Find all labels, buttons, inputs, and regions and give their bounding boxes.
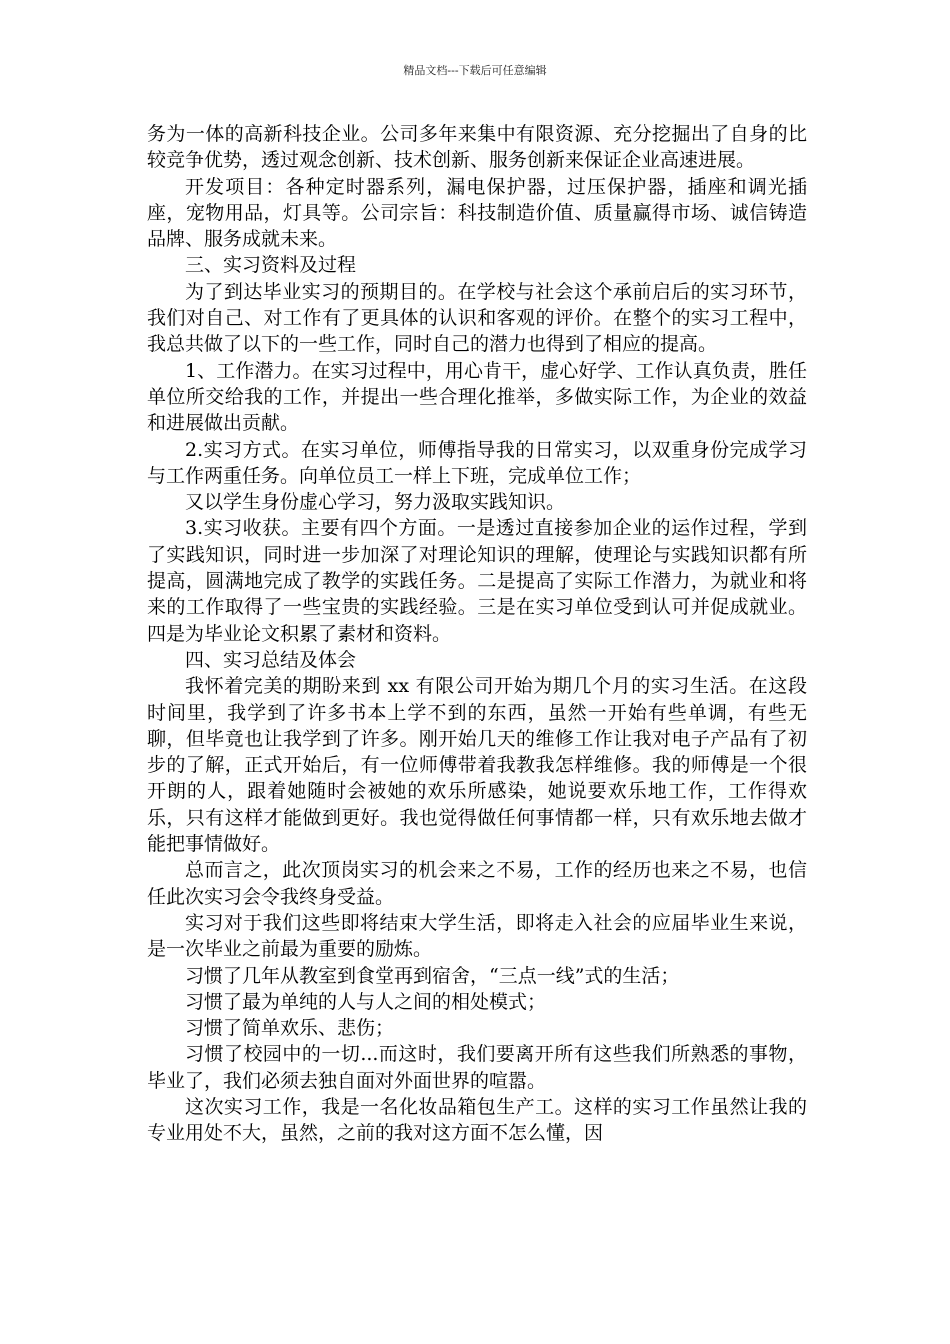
paragraph: 3.实习收获。主要有四个方面。一是透过直接参加企业的运作过程，学到了实践知识，同时进一步加深了对理论知识的理解，使理论与实践知识都有所提高，圆满地完成了教学的实践任务。二是提高了实际工作潜力，为就业和将来的工作取得了一些宝贵的实践经验。三是在实习单位受到认可并促成就业。四是为毕业论文积累了素材和资料。	[147, 517, 807, 645]
paragraph: 习惯了简单欢乐、悲伤；	[185, 1017, 395, 1040]
paragraph: 又以学生身份虚心学习，努力汲取实践知识。	[185, 491, 566, 514]
paragraph: 这次实习工作，我是一名化妆品箱包生产工。这样的实习工作虽然让我的专业用处不大，虽然，之前的我对这方面不怎么懂，因	[147, 1095, 807, 1145]
document-body	[147, 121, 807, 1147]
section-heading: 三、实习资料及过程	[185, 254, 357, 277]
paragraph: 我怀着完美的期盼来到 xx 有限公司开始为期几个月的实习生活。在这段时间里，我学到了许多书本上学不到的东西，虽然一开始有些单调，有些无聊，但毕竟也让我学到了许多。刚开始几天的维修工作让我对电子产品有了初步的了解，正式开始后，有一位师傅带着我教我怎样维修。我的师傅是一个很开朗的人，跟着她随时会被她的欢乐所感染，她说要欢乐地工作，工作得欢乐，只有这样才能做到更好。我也觉得做任何事情都一样，只有欢乐地去做才能把事情做好。	[147, 675, 807, 856]
paragraph: 2.实习方式。在实习单位，师傅指导我的日常实习，以双重身份完成学习与工作两重任务。向单位员工一样上下班，完成单位工作；	[147, 438, 807, 487]
page-header: 精品文档---下载后可任意编辑	[403, 64, 547, 77]
paragraph: 开发项目：各种定时器系列，漏电保护器，过压保护器，插座和调光插座，宠物用品，灯具等。公司宗旨：科技制造价值、质量赢得市场、诚信铸造品牌、服务成就未来。	[147, 175, 807, 251]
paragraph: 1、工作潜力。在实习过程中，用心肯干，虚心好学、工作认真负责，胜任单位所交给我的工作，并提出一些合理化推举，多做实际工作，为企业的效益和进展做出贡献。	[147, 359, 807, 435]
paragraph: 实习对于我们这些即将结束大学生活，即将走入社会的应届毕业生来说，是一次毕业之前最为重要的励炼。	[147, 911, 807, 961]
paragraph: 习惯了几年从教室到食堂再到宿舍，“三点一线”式的生活；	[185, 964, 680, 987]
paragraph: 为了到达毕业实习的预期目的。在学校与社会这个承前启后的实习环节，我们对自己、对工作有了更具体的认识和客观的评价。在整个的实习工程中，我总共做了以下的一些工作，同时自己的潜力也得到了相应的提高。	[147, 280, 807, 356]
paragraph: 总而言之，此次顶岗实习的机会来之不易，工作的经历也来之不易，也信任此次实习会令我终身受益。	[147, 859, 807, 908]
paragraph: 习惯了校园中的一切...而这时，我们要离开所有这些我们所熟悉的事物，毕业了，我们必须去独自面对外面世界的喧嚣。	[147, 1043, 807, 1092]
section-heading: 四、实习总结及体会	[185, 648, 357, 671]
paragraph: 习惯了最为单纯的人与人之间的相处模式；	[185, 990, 547, 1013]
paragraph: 务为一体的高新科技企业。公司多年来集中有限资源、充分挖掘出了自身的比较竞争优势，透过观念创新、技术创新、服务创新来保证企业高速进展。	[147, 123, 807, 172]
